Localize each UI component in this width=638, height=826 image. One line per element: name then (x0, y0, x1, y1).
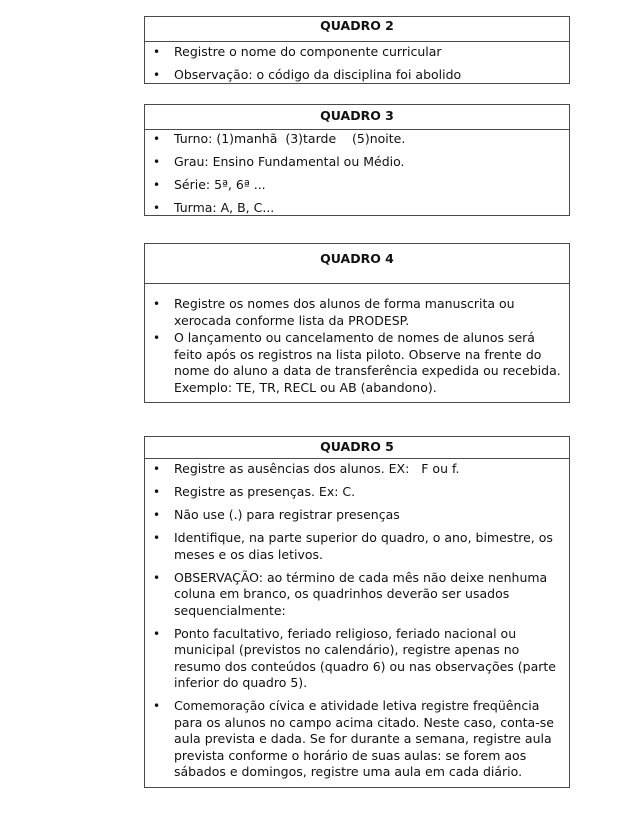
list-item: • Turno: (1)manhã (3)tarde (5)noite. (145, 131, 569, 148)
list-item: • O lançamento ou cancelamento de nomes de alunos será feito após os registros na lista piloto. Observe na frente do nome do aluno a data de transferência expedida ou recebida. Exemplo: TE, TR, RECL ou AB (abandono). (145, 330, 569, 396)
quadro-3-list (145, 130, 569, 217)
quadro-2-box (144, 16, 570, 84)
quadro-2-list (145, 42, 569, 83)
list-item: • Registre o nome do componente curricular (145, 44, 569, 61)
list-item: • Turma: A, B, C... (145, 200, 569, 217)
quadro-4-list (145, 284, 569, 396)
list-item: • Identifique, na parte superior do quadro, o ano, bimestre, os meses e os dias letivos. (145, 530, 569, 563)
list-item: • OBSERVAÇÃO: ao término de cada mês não deixe nenhuma coluna em branco, os quadrinhos deverão ser usados sequencialmente: (145, 570, 569, 620)
list-item: • Registre os nomes dos alunos de forma manuscrita ou xerocada conforme lista da PRODESP. (145, 296, 569, 329)
list-item: • Registre as ausências dos alunos. EX: F ou f. (145, 461, 569, 478)
list-item: • Ponto facultativo, feriado religioso, feriado nacional ou municipal (previstos no calendário), registre apenas no resumo dos conteúdos (quadro 6) ou nas observações (parte inferior do quadro 5). (145, 626, 569, 692)
quadro-5-box (144, 436, 570, 788)
quadro-4-box (144, 243, 570, 403)
list-item: • Série: 5ª, 6ª ... (145, 177, 569, 194)
list-item: • Comemoração cívica e atividade letiva registre freqüência para os alunos no campo acima citado. Neste caso, conta-se aula prevista e dada. Se for durante a semana, registre aula prevista conforme o horário de suas aulas: se forem aos sábados e domingos, registre uma aula em cada diário. (145, 698, 569, 781)
quadro-4-title: QUADRO 4 (145, 244, 569, 284)
quadro-5-list (145, 459, 569, 781)
list-item: • Registre as presenças. Ex: C. (145, 484, 569, 501)
quadro-3-box (144, 104, 570, 216)
list-item: • Observação: o código da disciplina foi abolido (145, 67, 569, 84)
list-item: • Grau: Ensino Fundamental ou Médio. (145, 154, 569, 171)
quadro-5-title: QUADRO 5 (145, 437, 569, 459)
quadro-2-title: QUADRO 2 (145, 17, 569, 42)
list-item: • Não use (.) para registrar presenças (145, 507, 569, 524)
quadro-3-title: QUADRO 3 (145, 105, 569, 130)
